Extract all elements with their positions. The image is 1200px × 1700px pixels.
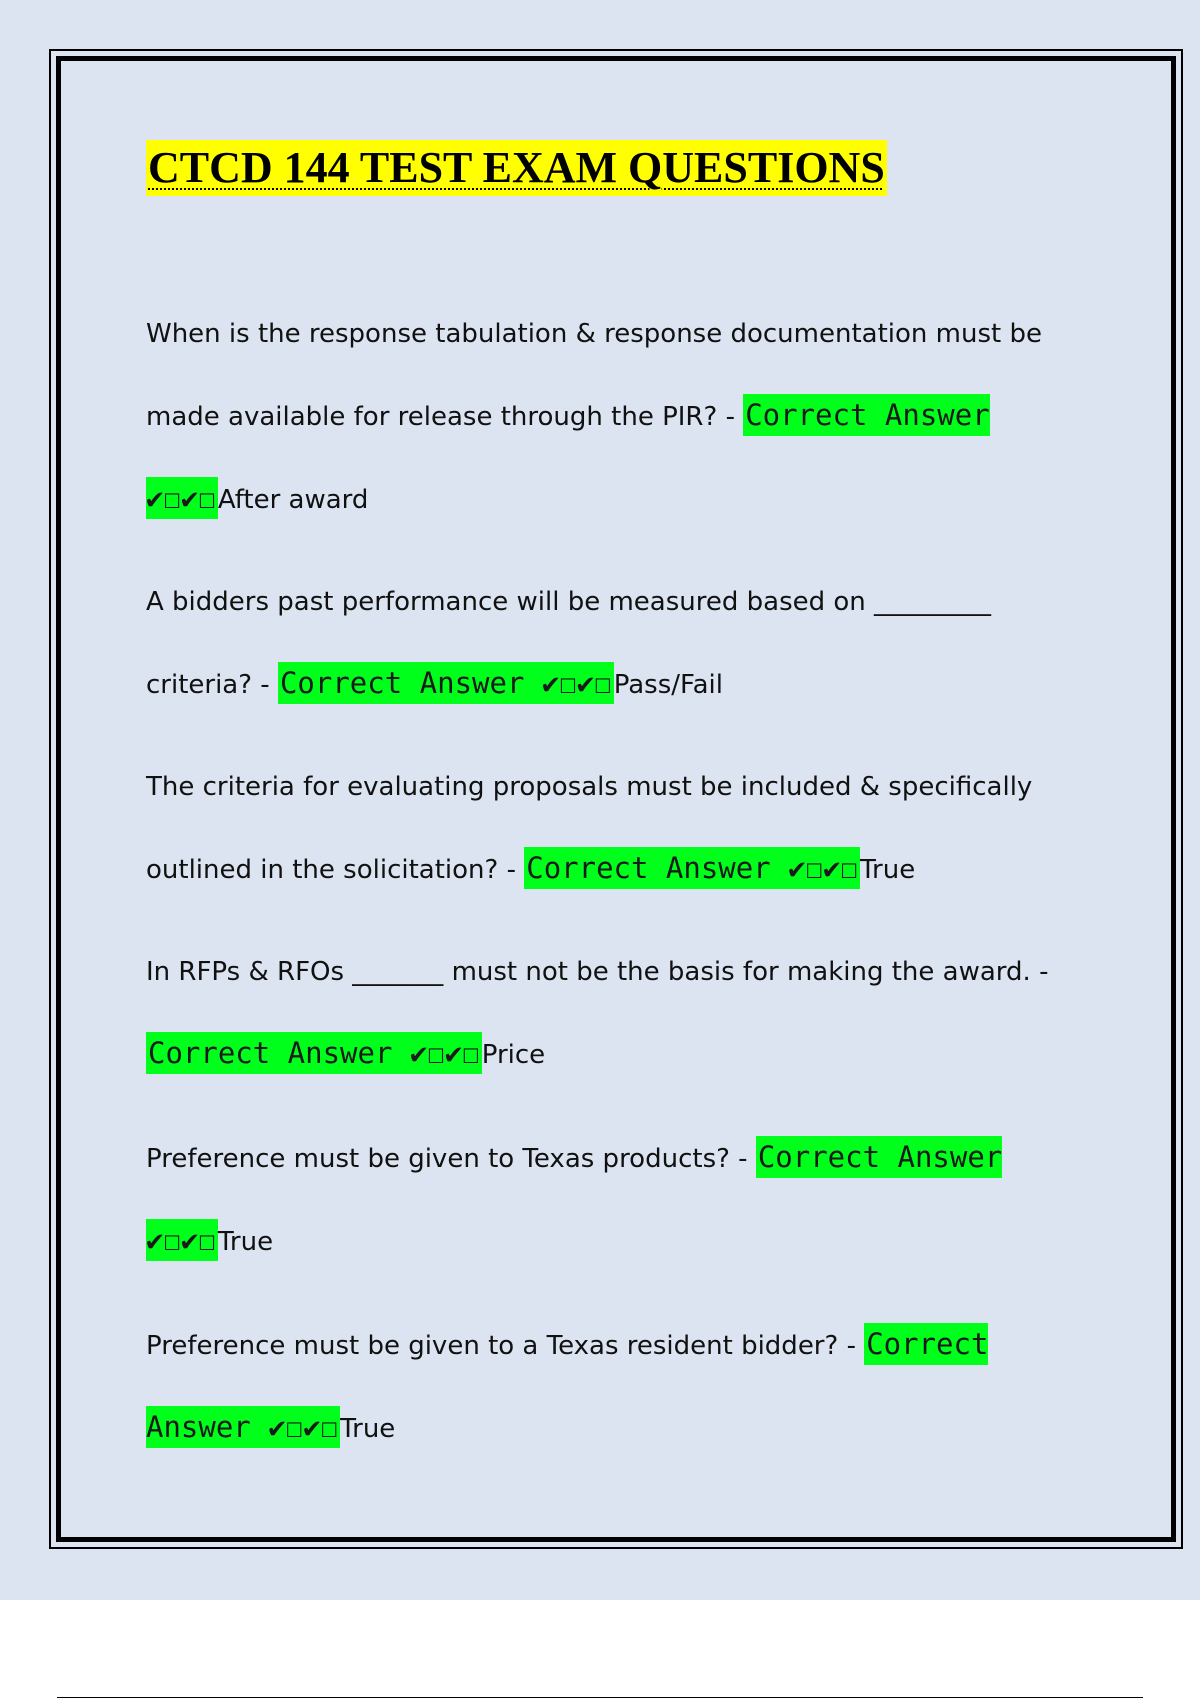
correct-answer-marker: Correct Answer ✔☐✔☐ <box>146 394 990 519</box>
correct-answer-marker: Correct Answer ✔☐✔☐ <box>524 847 860 889</box>
question-text: Preference must be given to a Texas resident bidder? - <box>146 1331 865 1361</box>
answer-text: True <box>859 855 916 885</box>
question-item <box>146 294 1096 541</box>
question-item <box>146 932 1096 1096</box>
footer-rule <box>57 1697 1143 1698</box>
correct-answer-marker: Correct Answer ✔☐✔☐ <box>146 1323 988 1448</box>
answer-text: Pass/Fail <box>613 670 723 700</box>
question-item <box>146 562 1096 726</box>
question-text: The criteria for evaluating proposals must be included & specifically outlined in the solicitation? - <box>146 772 1033 885</box>
answer-text: Price <box>481 1040 546 1070</box>
question-item <box>146 1117 1096 1283</box>
question-text: A bidders past performance will be measured based on _________ criteria? - <box>146 587 992 700</box>
answer-text: True <box>340 1414 396 1444</box>
answer-text: True <box>217 1227 274 1257</box>
question-text: In RFPs & RFOs _______ must not be the basis for making the award. - <box>146 957 1049 987</box>
question-list <box>146 294 1096 1470</box>
question-item <box>146 747 1096 911</box>
question-item <box>146 1304 1096 1470</box>
document-title: CTCD 144 TEST EXAM QUESTIONS <box>146 140 887 196</box>
correct-answer-marker: Correct Answer ✔☐✔☐ <box>278 662 614 704</box>
correct-answer-marker: Correct Answer ✔☐✔☐ <box>146 1032 482 1074</box>
document-content <box>146 140 1096 1491</box>
question-text: When is the response tabulation & response documentation must be made available for release through the PIR? - <box>146 319 1042 432</box>
question-text: Preference must be given to Texas products? - <box>146 1144 756 1174</box>
correct-answer-marker: Correct Answer ✔☐✔☐ <box>146 1136 1002 1261</box>
answer-text: After award <box>217 485 369 515</box>
